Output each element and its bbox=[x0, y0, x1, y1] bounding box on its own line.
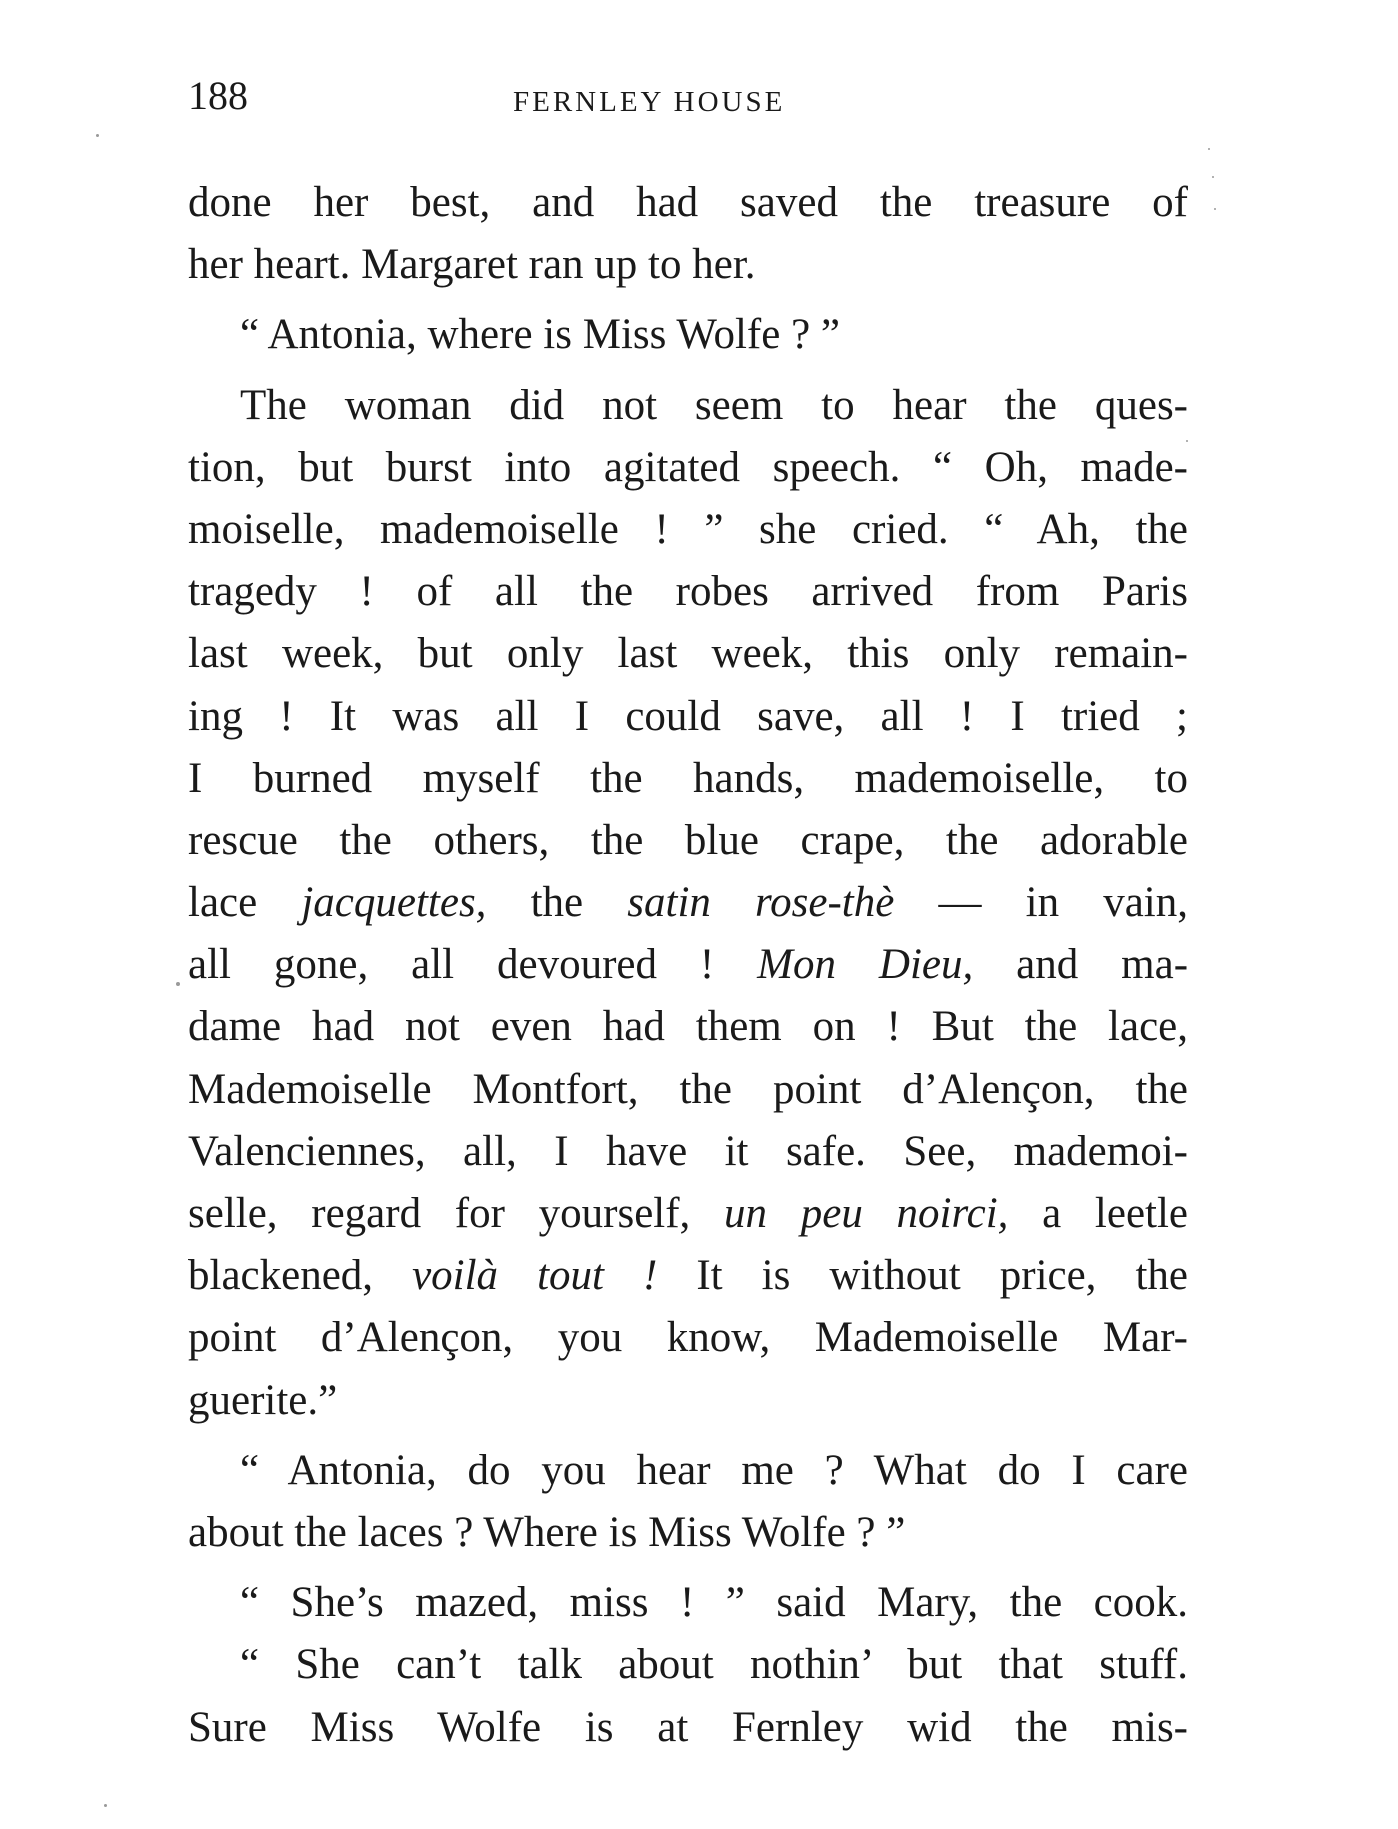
italic-phrase: jacquettes, bbox=[301, 879, 487, 927]
scan-speck bbox=[1214, 208, 1216, 210]
scan-speck bbox=[1186, 440, 1188, 442]
text-line: ing ! It was all I could save, all ! I tried ; bbox=[188, 692, 1188, 740]
text-line bbox=[188, 1183, 1188, 1245]
text-line: tion, but burst into agitated speech. “ Oh, made- bbox=[188, 443, 1188, 491]
text-run: lace bbox=[188, 879, 302, 927]
text-line: about the laces ? Where is Miss Wolfe ? ” bbox=[188, 1508, 906, 1556]
text-line: “ She can’t talk about nothin’ but that stuff. bbox=[240, 1641, 1188, 1689]
text-line: I burned myself the hands, mademoiselle, to bbox=[188, 754, 1188, 802]
text-line: moiselle, mademoiselle ! ” she cried. “ Ah, the bbox=[188, 505, 1188, 553]
scan-speck bbox=[1208, 148, 1210, 150]
text-run: and ma- bbox=[973, 941, 1189, 989]
text-run: It is without price, the bbox=[657, 1252, 1188, 1300]
text-line: guerite.” bbox=[188, 1376, 338, 1424]
text-line: “ Antonia, where is Miss Wolfe ? ” bbox=[240, 311, 841, 359]
text-run: blackened, bbox=[188, 1252, 413, 1300]
scan-speck bbox=[1212, 176, 1214, 178]
scan-speck bbox=[176, 982, 180, 986]
body-text bbox=[188, 172, 1188, 1759]
text-run: all gone, all devoured ! bbox=[188, 941, 758, 989]
italic-phrase: voilà tout ! bbox=[412, 1252, 658, 1300]
text-line: Valenciennes, all, I have it safe. See, mademoi- bbox=[188, 1127, 1188, 1175]
text-line: “ She’s mazed, miss ! ” said Mary, the cook. bbox=[240, 1579, 1188, 1627]
running-head: FERNLEY HOUSE bbox=[513, 86, 786, 118]
text-run: a leetle bbox=[1008, 1190, 1189, 1237]
page-number: 188 bbox=[188, 73, 248, 118]
scan-speck bbox=[96, 134, 99, 137]
italic-phrase: satin rose-thè bbox=[627, 879, 895, 927]
text-line: Sure Miss Wolfe is at Fernley wid the mis- bbox=[188, 1703, 1188, 1751]
text-run: — in vain, bbox=[894, 879, 1188, 927]
italic-phrase: Mon Dieu, bbox=[757, 941, 974, 989]
text-run: the bbox=[486, 879, 628, 927]
text-line: The woman did not seem to hear the ques- bbox=[240, 381, 1188, 429]
text-line bbox=[188, 1245, 1188, 1307]
text-line: last week, but only last week, this only remain- bbox=[188, 630, 1188, 678]
text-line: done her best, and had saved the treasure of bbox=[188, 179, 1188, 226]
text-line: tragedy ! of all the robes arrived from Paris bbox=[188, 568, 1188, 616]
page-header bbox=[188, 72, 1188, 132]
text-line: dame had not even had them on ! But the lace, bbox=[188, 1003, 1188, 1051]
text-run: selle, regard for yourself, bbox=[188, 1190, 725, 1237]
text-line: Mademoiselle Montfort, the point d’Alençon, the bbox=[188, 1065, 1188, 1113]
italic-phrase: un peu noirci, bbox=[724, 1190, 1009, 1237]
text-line bbox=[188, 934, 1188, 996]
text-line: her heart. Margaret ran up to her. bbox=[188, 241, 756, 289]
text-line: point d’Alençon, you know, Mademoiselle Mar- bbox=[188, 1314, 1188, 1362]
scan-speck bbox=[104, 1804, 107, 1807]
text-line: rescue the others, the blue crape, the adorable bbox=[188, 816, 1188, 864]
text-line bbox=[188, 872, 1188, 934]
text-line: “ Antonia, do you hear me ? What do I care bbox=[240, 1446, 1188, 1494]
